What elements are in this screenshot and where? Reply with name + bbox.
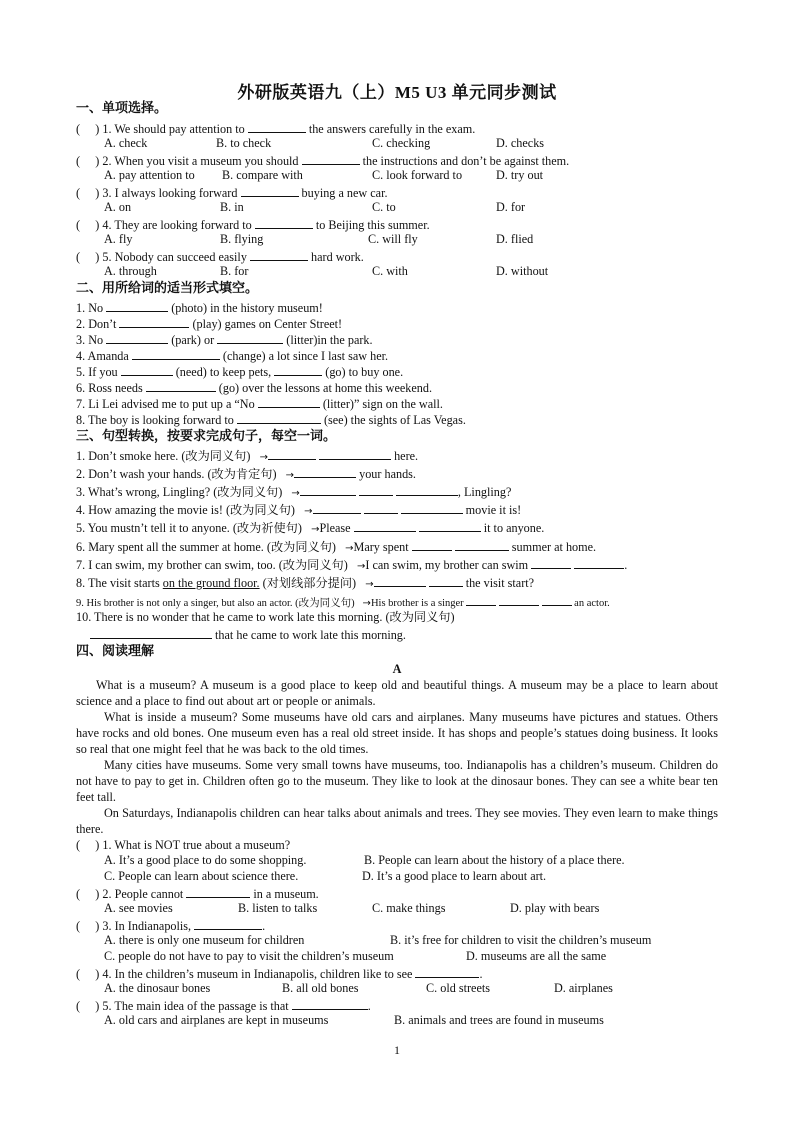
option-a: A. there is only one museum for children [104,933,305,947]
prompt-prefix: I can swim, my brother can swim [365,558,529,572]
page-title: 外研版英语九（上）M5 U3 单元同步测试 [237,83,557,102]
section-heading-1: 一、单项选择。 [76,100,168,115]
fill-item-6 [76,379,432,396]
section-heading-3: 三、句型转换，按要求完成句子，每空一词。 [76,428,337,443]
paren: ( [76,250,81,264]
section-heading-2: 二、用所给词的适当形式填空。 [76,280,259,295]
answer-blank[interactable] [90,626,212,639]
prompt-tail: an actor. [574,598,610,609]
prompt: 4. How amazing the movie is! (改为同义句) [76,503,295,517]
mc-question-5 [76,248,364,265]
option-c: C. checking [372,136,431,150]
rq-text: ) 4. In the children’s museum in Indianapolis, children like to see [95,967,413,981]
transform-item-7 [76,556,627,575]
passage-paragraph-1: What is a museum? A museum is a good place to keep old and beautiful things. A museum may be a place to learn about science and a place to find out about art or people or animals. [76,678,718,708]
answer-blank[interactable] [499,593,539,606]
transform-item-2 [76,465,416,484]
rq-tail: . [479,967,483,981]
transform-item-6 [76,538,596,557]
paren: ( [76,154,81,168]
fill-text: (go) over the lessons at home this weekend. [218,381,433,395]
mc-question-2 [76,152,569,169]
rq-text: ) 2. People cannot [95,887,184,901]
fill-text: (see) the sights of Las Vegas. [323,413,466,427]
answer-blank[interactable] [374,574,426,587]
transform-item-10-answer [90,626,406,643]
rq-tail: . [367,999,371,1013]
option-c: C. make things [372,901,446,915]
option-d: D. It’s a good place to learn about art. [362,869,547,883]
fill-item-1 [76,299,323,316]
mc-q-text: ) 1. We should pay attention to [95,122,245,136]
prompt-tail: that he came to work late this morning. [215,628,406,642]
answer-blank[interactable] [248,120,306,133]
fill-text: (photo) in the history museum! [171,301,323,315]
option-d: D. museums are all the same [466,949,607,963]
fill-item-3 [76,331,373,348]
fill-text: 7. Li Lei advised me to put up a “No [76,397,255,411]
answer-blank[interactable] [121,363,173,376]
answer-blank[interactable] [396,483,458,496]
answer-blank[interactable] [237,411,321,424]
answer-blank[interactable] [274,363,322,376]
mc-q-text: ) 4. They are looking forward to [95,218,252,232]
mc-q-tail: the instructions and don’t be against them. [362,154,570,168]
prompt-tail: here. [394,449,419,463]
option-d: D. airplanes [554,981,613,995]
answer-blank[interactable] [531,556,571,569]
mc-question-3 [76,184,388,201]
reading-question-1 [76,837,290,853]
prompt: 1. Don’t smoke here. (改为同义句) [76,449,251,463]
fill-item-2 [76,315,342,332]
answer-blank[interactable] [401,501,463,514]
transform-item-3 [76,483,511,502]
prompt-tail: summer at home. [511,540,597,554]
option-c: C. old streets [426,981,490,995]
fill-text: 6. Ross needs [76,381,143,395]
prompt-tail: , Lingling? [457,485,512,499]
answer-blank[interactable] [302,152,360,165]
prompt: 8. The visit starts [76,576,160,590]
option-c: C. will fly [368,232,418,246]
answer-blank[interactable] [258,395,320,408]
option-c: C. people do not have to pay to visit the children’s museum [104,949,394,963]
arrow-icon: → [291,488,300,499]
mc-q-tail: the answers carefully in the exam. [308,122,476,136]
answer-blank[interactable] [194,917,262,930]
paren: ( [76,218,81,232]
transform-item-8 [76,574,534,593]
fill-item-5 [76,363,403,380]
answer-blank[interactable] [146,379,216,392]
option-a: A. check [104,136,148,150]
fill-item-4 [76,347,388,364]
passage-paragraph-2: What is inside a museum? Some museums have old cars and airplanes. Many museums have pictures and statues. Others have rocks and old bones. One museum even has a real old street inside. It has shops and people’s statues doing business. It looks so real that one might feel that he was back to the old times. [76,710,718,756]
answer-blank[interactable] [364,501,398,514]
option-b: B. all old bones [282,981,359,995]
fill-text: (litter)in the park. [286,333,373,347]
rq-text: ) 5. The main idea of the passage is that [95,999,289,1013]
paren: ( [76,838,81,852]
fill-text: (park) or [171,333,215,347]
option-d: D. play with bears [510,901,600,915]
option-a: A. the dinosaur bones [104,981,211,995]
mc-q-text: ) 3. I always looking forward [95,186,238,200]
answer-blank[interactable] [294,465,356,478]
answer-blank[interactable] [292,997,368,1010]
answer-blank[interactable] [455,538,509,551]
answer-blank[interactable] [419,519,481,532]
answer-blank[interactable] [106,299,168,312]
option-c: C. with [372,264,408,278]
page-number: 1 [394,1043,400,1057]
rq-text: ) 3. In Indianapolis, [95,919,192,933]
prompt-prefix: His brother is a singer [370,598,464,609]
prompt: 3. What’s wrong, Lingling? (改为同义句) [76,485,283,499]
option-b: B. People can learn about the history of a place there. [364,853,625,867]
fill-text: (change) a lot since I last saw her. [222,349,389,363]
answer-blank[interactable] [186,885,250,898]
arrow-icon: → [356,561,366,572]
prompt: 9. His brother is not only a singer, but also an actor. (改为同义句) [76,598,355,609]
fill-text: (play) games on Center Street! [192,317,343,331]
fill-text: 3. No [76,333,104,347]
answer-blank[interactable] [106,331,168,344]
option-a: A. fly [104,232,133,246]
prompt: 5. You mustn’t tell it to anyone. (改为祈使句) [76,521,302,535]
arrow-icon: → [285,470,295,481]
rq-tail: in a museum. [253,887,319,901]
reading-question-3 [76,917,265,934]
fill-text: 1. No [76,301,104,315]
option-b: B. flying [220,232,264,246]
reading-question-4 [76,965,483,982]
option-b: B. it’s free for children to visit the children’s museum [390,933,652,947]
option-b: B. for [220,264,249,278]
arrow-icon: → [304,506,313,517]
option-b: B. compare with [222,168,303,182]
option-d: D. checks [496,136,545,150]
prompt-tail: the visit start? [465,576,535,590]
answer-blank[interactable] [354,519,416,532]
transform-item-4 [76,501,521,520]
mc-q-text: ) 5. Nobody can succeed easily [95,250,247,264]
prompt: 6. Mary spent all the summer at home. (改为同义句) [76,540,336,554]
option-a: A. on [104,200,132,214]
option-a: A. It’s a good place to do some shopping. [104,853,307,867]
option-d: D. for [496,200,526,214]
paren: ( [76,122,81,136]
passage-label: A [392,662,402,676]
paren: ( [76,186,81,200]
mc-q-text: ) 2. When you visit a museum you should [95,154,299,168]
mc-q-tail: buying a new car. [301,186,388,200]
option-d: D. flied [496,232,534,246]
answer-blank[interactable] [542,593,572,606]
paren: ( [76,999,81,1013]
answer-blank[interactable] [268,447,316,460]
answer-blank[interactable] [250,248,308,261]
reading-question-5 [76,997,371,1014]
reading-question-2 [76,885,319,902]
prompt: 2. Don’t wash your hands. (改为肯定句) [76,467,277,481]
mc-question-1 [76,120,475,137]
prompt-tail: your hands. [359,467,416,481]
section-heading-4: 四、阅读理解 [76,643,155,658]
option-d: D. try out [496,168,544,182]
prompt-note: (对划线部分提问) [262,576,357,590]
option-a: A. old cars and airplanes are kept in museums [104,1013,329,1027]
option-a: A. through [104,264,157,278]
fill-text: 8. The boy is looking forward to [76,413,234,427]
arrow-icon: → [365,579,374,590]
answer-blank[interactable] [217,331,283,344]
prompt-prefix: Mary spent [353,540,409,554]
passage-paragraph-3: Many cities have museums. Some very small towns have museums, too. Indianapolis has a children’s museum. Children do not have to pay to get in. Children often go to the museum. They like to look at the dinosaur bones. They can see a white bear ten feet tall. [76,758,718,804]
answer-blank[interactable] [412,538,452,551]
rq-tail: . [262,919,266,933]
option-c: C. look forward to [372,168,463,182]
underlined-part: on the ground floor. [162,576,260,590]
option-c: C. People can learn about science there. [104,869,299,883]
prompt: 7. I can swim, my brother can swim, too. (改为同义句) [76,558,348,572]
fill-text: (go) to buy one. [325,365,404,379]
answer-blank[interactable] [429,574,463,587]
answer-blank[interactable] [313,501,361,514]
option-a: A. see movies [104,901,173,915]
paren: ( [76,887,81,901]
fill-text: 2. Don’t [76,317,117,331]
mc-q-tail: to Beijing this summer. [315,218,430,232]
prompt-tail: . [624,558,628,572]
paren: ( [76,967,81,981]
answer-blank[interactable] [466,593,496,606]
arrow-icon: → [311,524,320,535]
answer-blank[interactable] [574,556,624,569]
passage-paragraph-4: On Saturdays, Indianapolis children can hear talks about animals and trees. They see movies. They even learn to make things there. [76,806,718,836]
answer-blank[interactable] [132,347,220,360]
transform-item-10: 10. There is no wonder that he came to work late this morning. (改为同义句) [76,610,455,624]
option-d: D. without [496,264,549,278]
paren: ( [76,919,81,933]
option-b: B. to check [216,136,272,150]
transform-item-5 [76,519,544,538]
answer-blank[interactable] [359,483,393,496]
arrow-icon: → [259,452,268,463]
option-b: B. animals and trees are found in museums [394,1013,604,1027]
arrow-icon: → [345,543,354,554]
fill-item-7 [76,395,443,412]
prompt-tail: it to anyone. [483,521,545,535]
option-b: B. in [220,200,244,214]
prompt-tail: movie it is! [465,503,522,517]
rq-text: ) 1. What is NOT true about a museum? [95,838,291,852]
answer-blank[interactable] [319,447,391,460]
answer-blank[interactable] [241,184,299,197]
fill-text: (litter)” sign on the wall. [322,397,443,411]
arrow-icon: → [362,598,371,609]
fill-text: (need) to keep pets, [175,365,272,379]
option-a: A. pay attention to [104,168,195,182]
prompt-prefix: Please [319,521,351,535]
mc-q-tail: hard work. [311,250,364,264]
answer-blank[interactable] [300,483,356,496]
fill-text: 5. If you [76,365,118,379]
option-c: C. to [372,200,396,214]
fill-text: 4. Amanda [76,349,129,363]
answer-blank[interactable] [255,216,313,229]
fill-item-8 [76,411,466,428]
answer-blank[interactable] [119,315,189,328]
transform-item-1 [76,447,418,466]
mc-question-4 [76,216,430,233]
option-b: B. listen to talks [238,901,318,915]
answer-blank[interactable] [415,965,479,978]
